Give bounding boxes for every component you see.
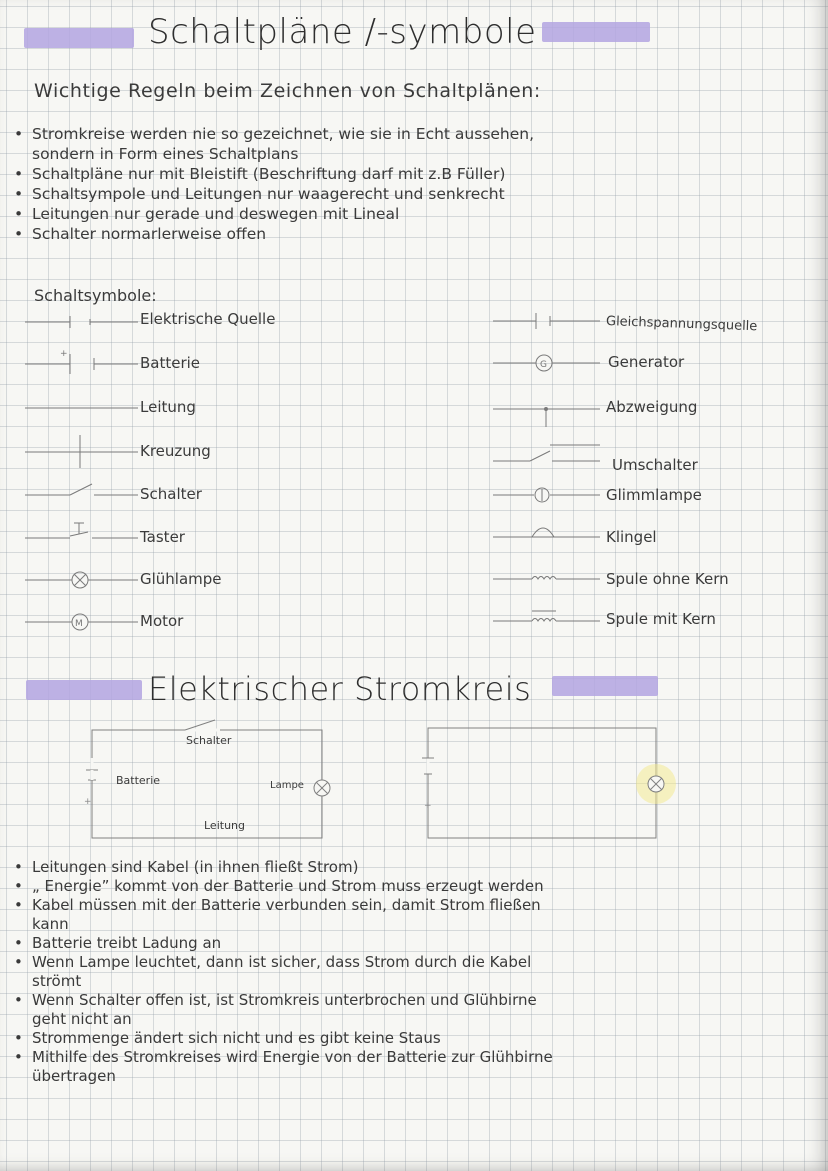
motor-icon (25, 614, 138, 630)
symbol-label-lamp: Glühlampe (140, 570, 222, 588)
svg-text:+: + (424, 801, 432, 811)
symbol-label-coil-no-core: Spule ohne Kern (606, 570, 729, 588)
symbol-label-motor: Motor (140, 612, 184, 630)
symbol-label-crossing: Kreuzung (140, 442, 211, 460)
rule-item: • Stromkreise werden nie so gezeichnet, wie sie in Echt aussehen, sondern in Form eines Schaltplans (14, 125, 535, 163)
battery-icon (25, 349, 138, 374)
symbol-label-changeover-switch: Umschalter (612, 456, 698, 474)
symbol-label-dc-source: Gleichspannungsquelle (605, 314, 758, 335)
fact-item: • Leitungen sind Kabel (in ihnen fließt Strom) (14, 858, 359, 876)
symbol-drawings-right (488, 305, 608, 635)
circuit-title-highlight-right (552, 676, 658, 696)
symbol-label-wire: Leitung (140, 398, 196, 416)
glow-lamp-icon (493, 488, 600, 502)
symbol-label-bell: Klingel (606, 528, 657, 546)
circuit-label-lamp: Lampe (270, 780, 304, 791)
fact-item: • Wenn Lampe leuchtet, dann ist sicher, dass Strom durch die Kabel strömt (14, 953, 532, 990)
bell-icon (493, 528, 600, 537)
fact-item: • Mithilfe des Stromkreises wird Energie von der Batterie zur Glühbirne übertragen (14, 1048, 553, 1085)
svg-text:+: + (60, 349, 68, 359)
title-highlight-right (542, 22, 650, 42)
symbol-label-coil-with-core: Spule mit Kern (606, 610, 716, 628)
rule-item: • Schaltpläne nur mit Bleistift (Beschriftung darf mit z.B Füller) (14, 165, 506, 183)
button-icon (25, 523, 138, 538)
circuit-label-wire: Leitung (204, 819, 245, 832)
symbol-label-electric-source: Elektrische Quelle (140, 310, 276, 328)
circuit-title: Elektrischer Stromkreis (148, 670, 532, 708)
circuit-title-highlight-left (26, 680, 142, 700)
rules-heading: Wichtige Regeln beim Zeichnen von Schaltplänen: (34, 80, 541, 102)
coil-no-core-icon (493, 577, 600, 580)
symbol-label-generator: Generator (608, 353, 685, 371)
fact-item: • „ Energie” kommt von der Batterie und Strom muss erzeugt werden (14, 877, 544, 895)
facts-list (10, 858, 553, 1086)
svg-text:G: G (540, 360, 547, 370)
symbol-label-battery: Batterie (140, 354, 201, 372)
junction-icon (493, 408, 600, 428)
rule-item: • Leitungen nur gerade und deswegen mit Lineal (14, 205, 400, 223)
dc-source-icon (493, 313, 600, 329)
symbol-label-button: Taster (140, 528, 185, 546)
page-title: Schaltpläne /-symbole (148, 12, 537, 52)
circuit-lamp-icon (314, 780, 330, 796)
circuit-label-switch: Schalter (186, 734, 232, 747)
symbol-label-glow-lamp: Glimmlampe (606, 486, 702, 504)
changeover-switch-icon (493, 445, 600, 461)
symbol-label-junction: Abzweigung (606, 398, 698, 416)
rule-item: • Schaltsympole und Leitungen nur waagerecht und senkrecht (14, 185, 505, 203)
title-highlight-left (24, 28, 134, 48)
rules-list (10, 124, 534, 244)
svg-text:+: + (84, 797, 92, 807)
fact-item: • Batterie treibt Ladung an (14, 934, 222, 952)
circuit-label-battery: Batterie (116, 774, 161, 787)
coil-with-core-icon (493, 611, 600, 621)
symbols-heading: Schaltsymbole: (34, 286, 157, 305)
fact-item: • Wenn Schalter offen ist, ist Stromkreis unterbrochen und Glühbirne geht nicht an (14, 991, 537, 1028)
symbol-drawings-left (20, 310, 150, 640)
fact-item: • Strommenge ändert sich nicht und es gibt keine Staus (14, 1029, 441, 1047)
crossing-icon (25, 435, 138, 468)
glowing-lamp-icon (636, 764, 676, 804)
generator-icon (493, 355, 600, 371)
symbol-label-switch: Schalter (140, 485, 202, 503)
svg-text:M: M (75, 619, 83, 629)
lamp-icon (25, 572, 138, 588)
rule-item: • Schalter normarlerweise offen (14, 225, 267, 243)
electric-source-icon (25, 316, 138, 328)
fact-item: • Kabel müssen mit der Batterie verbunden sein, damit Strom fließen kann (14, 896, 541, 933)
circuit-diagram-closed (418, 718, 688, 848)
switch-icon (25, 484, 138, 495)
